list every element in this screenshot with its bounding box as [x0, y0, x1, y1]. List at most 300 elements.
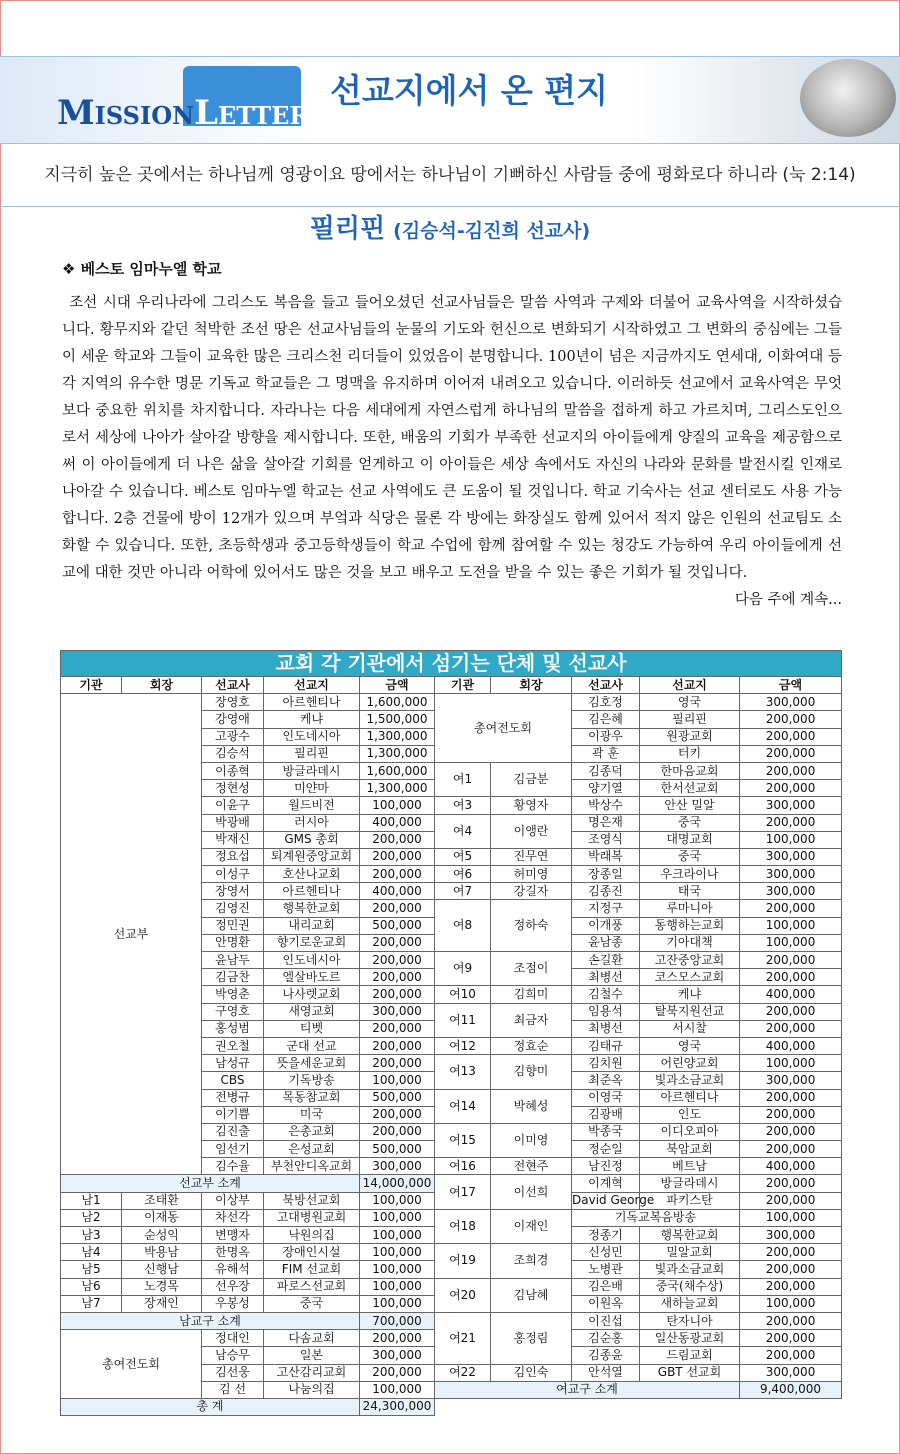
table-cell: 밀알교회: [640, 1244, 740, 1261]
table-cell: 200,000: [360, 986, 435, 1003]
table-cell: 300,000: [740, 866, 842, 883]
table-cell: 이재인: [491, 1209, 572, 1243]
table-cell: 파로스선교회: [264, 1278, 360, 1295]
table-cell: 김종덕: [572, 762, 640, 779]
table-cell: 200,000: [740, 762, 842, 779]
table-cell: 장영서: [202, 883, 264, 900]
table-cell: 나눔의집: [264, 1381, 360, 1398]
table-cell: 서시찰: [640, 1020, 740, 1037]
table-cell: 200,000: [360, 934, 435, 951]
table-cell: 월드비전: [264, 797, 360, 814]
table-cell: FIM 선교회: [264, 1261, 360, 1278]
table-cell: 홍성범: [202, 1020, 264, 1037]
table-cell: 남7: [61, 1295, 122, 1312]
table-cell: 여8: [435, 900, 491, 952]
table-cell: 빛과소금교회: [640, 1261, 740, 1278]
table-cell: 김철수: [572, 986, 640, 1003]
table-cell: 200,000: [740, 1278, 842, 1295]
table-cell: 9,400,000: [740, 1381, 842, 1398]
table-cell: 1,600,000: [360, 762, 435, 779]
table-cell: 영국: [640, 694, 740, 711]
table-cell: 순성익: [122, 1227, 202, 1244]
table-cell: 신성민: [572, 1244, 640, 1261]
table-cell: 일본: [264, 1347, 360, 1364]
table-cell: 이디오피아: [640, 1123, 740, 1140]
table-cell: 700,000: [360, 1312, 435, 1329]
table-cell: 아르헨티나: [264, 883, 360, 900]
table-cell: 엘살바도르: [264, 969, 360, 986]
table-cell: 이종혁: [202, 762, 264, 779]
school-title: ❖ 베스토 임마누엘 학교: [62, 260, 222, 278]
table-cell: 이앵란: [491, 814, 572, 848]
table-row: [61, 1175, 842, 1192]
table-cell: 100,000: [360, 1192, 435, 1209]
table-cell: 100,000: [360, 1209, 435, 1226]
table-cell: 중국: [640, 814, 740, 831]
table-cell: 뜻을세운교회: [264, 1055, 360, 1072]
table-cell: 강영애: [202, 711, 264, 728]
table-cell: 이상부: [202, 1192, 264, 1209]
table-cell: CBS: [202, 1072, 264, 1089]
table-cell: 200,000: [360, 1364, 435, 1381]
table-cell: 조희경: [491, 1244, 572, 1278]
table-cell: 남승무: [202, 1347, 264, 1364]
table-cell: 정효순: [491, 1037, 572, 1054]
table-cell: 200,000: [740, 780, 842, 797]
continued-note: 다음 주에 계속...: [734, 592, 842, 608]
table-cell: 탄자니아: [640, 1312, 740, 1329]
table-cell: 300,000: [740, 1072, 842, 1089]
column-header: 선교지: [640, 677, 740, 694]
table-cell: 필리핀: [640, 711, 740, 728]
table-cell: 호산나교회: [264, 866, 360, 883]
table-cell: 박재신: [202, 831, 264, 848]
table-cell: 100,000: [740, 1055, 842, 1072]
table-cell: 윤남종: [572, 934, 640, 951]
table-cell: 김선웅: [202, 1364, 264, 1381]
table-cell: 지정구: [572, 900, 640, 917]
table-cell: 윤남두: [202, 952, 264, 969]
table-cell: 목동참교회: [264, 1089, 360, 1106]
country-heading: [0, 208, 900, 245]
table-cell: 100,000: [360, 1295, 435, 1312]
table-cell: 중국: [640, 848, 740, 865]
table-cell: 남3: [61, 1227, 122, 1244]
table-row: [61, 1278, 842, 1295]
table-cell: 200,000: [360, 831, 435, 848]
table-cell: 진무연: [491, 848, 572, 865]
table-row: [61, 694, 842, 711]
table-cell: 최병선: [572, 1020, 640, 1037]
globe-image: [800, 59, 896, 137]
table-cell: 노경목: [122, 1278, 202, 1295]
table-cell: 김승석: [202, 745, 264, 762]
table-cell: 김태규: [572, 1037, 640, 1054]
table-cell: 변맹자: [202, 1227, 264, 1244]
bible-verse: 지극히 높은 곳에서는 하나님께 영광이요 땅에서는 하나님이 기뻐하신 사람들 중에 평화로다 하니라 (눅 2:14): [44, 165, 856, 185]
table-cell: 행복한교회: [264, 900, 360, 917]
table-cell: 나사렛교회: [264, 986, 360, 1003]
table-cell: 300,000: [740, 797, 842, 814]
table-cell: 아르헨티나: [264, 694, 360, 711]
table-cell: 일산동광교회: [640, 1330, 740, 1347]
verse-divider: [0, 206, 900, 207]
table-cell: 권오철: [202, 1037, 264, 1054]
table-cell: 이영국: [572, 1089, 640, 1106]
table-cell: David George: [572, 1192, 640, 1209]
table-cell: 기독교복음방송: [572, 1209, 740, 1226]
table-cell: 200,000: [360, 1020, 435, 1037]
table-cell: 김영진: [202, 900, 264, 917]
table-cell: 300,000: [740, 694, 842, 711]
table-cell: 300,000: [740, 1227, 842, 1244]
table-cell: 김치원: [572, 1055, 640, 1072]
table-cell: 총 계: [61, 1398, 360, 1415]
table-cell: 곽 훈: [572, 745, 640, 762]
table-cell: 400,000: [360, 814, 435, 831]
table-cell: 1,300,000: [360, 728, 435, 745]
table-cell: 이계혁: [572, 1175, 640, 1192]
table-cell: GMS 총회: [264, 831, 360, 848]
table-cell: 양기열: [572, 780, 640, 797]
table-cell: 200,000: [740, 952, 842, 969]
table-cell: 200,000: [360, 866, 435, 883]
table-cell: 이윤구: [202, 797, 264, 814]
table-cell: 우봉성: [202, 1295, 264, 1312]
table-cell: 터키: [640, 745, 740, 762]
column-header: 선교지: [264, 677, 360, 694]
table-cell: 정요섭: [202, 848, 264, 865]
table-cell: 100,000: [740, 934, 842, 951]
table-cell: 은총교회: [264, 1123, 360, 1140]
table-cell: 200,000: [740, 728, 842, 745]
table-cell: 조태환: [122, 1192, 202, 1209]
table-cell: 박종국: [572, 1123, 640, 1140]
table-cell: 장애인시설: [264, 1244, 360, 1261]
table-cell: 박혜성: [491, 1089, 572, 1123]
table-cell: 이미영: [491, 1123, 572, 1157]
table-cell: 대명교회: [640, 831, 740, 848]
table-cell: 정순일: [572, 1141, 640, 1158]
table-row: [61, 1244, 842, 1261]
table-cell: 500,000: [360, 1141, 435, 1158]
table-cell: 김인숙: [491, 1364, 572, 1381]
table-cell: 1,300,000: [360, 780, 435, 797]
table-cell: 여19: [435, 1244, 491, 1278]
column-header: 기관: [435, 677, 491, 694]
table-cell: 여4: [435, 814, 491, 848]
table-cell: 이개풍: [572, 917, 640, 934]
table-cell: 김수율: [202, 1158, 264, 1175]
table-cell: 최병선: [572, 969, 640, 986]
table-cell: 14,000,000: [360, 1175, 435, 1192]
table-cell: 500,000: [360, 917, 435, 934]
table-cell: 300,000: [740, 848, 842, 865]
table-cell: 고광수: [202, 728, 264, 745]
table-cell: 파키스탄: [640, 1192, 740, 1209]
table-cell: 향기로운교회: [264, 934, 360, 951]
table-cell: 한서선교회: [640, 780, 740, 797]
table-cell: 여6: [435, 866, 491, 883]
table-cell: 새영교회: [264, 1003, 360, 1020]
table-cell: 여3: [435, 797, 491, 814]
table-cell: 300,000: [360, 1158, 435, 1175]
table-cell: 남교구 소계: [61, 1312, 360, 1329]
table-cell: 200,000: [360, 1037, 435, 1054]
table-cell: 200,000: [740, 711, 842, 728]
table-cell: 100,000: [360, 1227, 435, 1244]
table-cell: 500,000: [360, 1089, 435, 1106]
table-cell: 김은배: [572, 1278, 640, 1295]
table-cell: 안명환: [202, 934, 264, 951]
header-divider: [0, 143, 900, 144]
table-cell: 1,600,000: [360, 694, 435, 711]
table-cell: 군대 선교: [264, 1037, 360, 1054]
table-cell: 신행남: [122, 1261, 202, 1278]
letter-text: 조선 시대 우리나라에 그리스도 복음을 들고 들어오셨던 선교사님들은 말씀 사역과 구제와 더불어 교육사역을 시작하셨습니다. 황무지와 같던 척박한 조선 땅은 선교사님들의 눈물의 기도와 헌신으로 변화되기 시작하였고 그 변화의 중심에는 그들이 세운 학교와 그들이 교육한 많은 크리스천 리더들이 있었음이 분명합니다. 100년이 넘은 지금까지도 연세대, 이화여대 등 각 지역의 유수한 명문 기독교 학교들은 그 명맥을 유지하며 이어져 내려오고 있습니다. 이러하듯 선교에서 교육사역은 무엇보다 중요한 위치를 차지합니다. 자라나는 다음 세대에게 자연스럽게 하나님의 말씀을 접하게 하고 가르치며, 그리스도인으로서 세상에 나아가 살아갈 방향을 제시합니다. 또한, 배움의 기회가 부족한 선교지의 아이들에게 양질의 교육을 제공함으로써 이 아이들에게 더 나은 삶을 살아갈 기회를 얻게하고 이 아이들은 세상 속에서도 자신의 나라와 문화를 발전시킬 인재로 나아갈 수 있습니다. 베스토 임마누엘 학교는 선교 사역에도 큰 도움이 될 것입니다. 학교 기숙사는 선교 센터로도 사용 가능합니다. 2층 건물에 방이 12개가 있으며 부엌과 식당은 물론 각 방에는 화장실도 함께 있어서 적지 않은 인원의 선교팀도 소화할 수 있습니다. 또한, 초등학생과 중고등학생들이 학교 수업에 함께 참여할 수 있는 청강도 가능하여 우리 아이들에게 선교에 대한 것만 아니라 어학에 있어서도 많은 것을 보고 배우고 도전을 받을 수 있는 좋은 기회가 될 것입니다.: [62, 295, 842, 581]
table-cell: 김희미: [491, 986, 572, 1003]
table-cell: 200,000: [740, 900, 842, 917]
column-header: 기관: [61, 677, 122, 694]
table-cell: 여22: [435, 1364, 491, 1381]
table-cell: 손길환: [572, 952, 640, 969]
table-row: [61, 1209, 842, 1226]
table-cell: 100,000: [740, 917, 842, 934]
table-cell: 200,000: [740, 1261, 842, 1278]
table-cell: 티벳: [264, 1020, 360, 1037]
table-cell: 총여전도회: [435, 694, 572, 763]
table-cell: 루마니아: [640, 900, 740, 917]
table-cell: 선교부: [61, 694, 202, 1175]
table-cell: 200,000: [740, 814, 842, 831]
table-cell: 남2: [61, 1209, 122, 1226]
table-cell: 이진섭: [572, 1312, 640, 1329]
table-cell: 고산감리교회: [264, 1364, 360, 1381]
table-cell: 동행하는교회: [640, 917, 740, 934]
table-cell: 200,000: [360, 1330, 435, 1347]
table-header-row: [61, 677, 842, 694]
table-cell: 황영자: [491, 797, 572, 814]
mission-letter-logo: MISSIONLETTER: [57, 93, 310, 133]
table-cell: 미국: [264, 1106, 360, 1123]
table-cell: 200,000: [360, 1106, 435, 1123]
table-cell: 300,000: [360, 1003, 435, 1020]
table-cell: 여17: [435, 1175, 491, 1209]
table-cell: 200,000: [360, 952, 435, 969]
column-header: 금액: [360, 677, 435, 694]
table-cell: 400,000: [740, 1037, 842, 1054]
table-cell: 200,000: [740, 1192, 842, 1209]
table-cell: 드림교회: [640, 1347, 740, 1364]
table-caption: 교회 각 기관에서 섬기는 단체 및 선교사: [61, 651, 842, 677]
table-cell: 이원옥: [572, 1295, 640, 1312]
table-cell: 100,000: [360, 1278, 435, 1295]
table-cell: 100,000: [740, 1209, 842, 1226]
table-cell: 북암교회: [640, 1141, 740, 1158]
table-cell: 차선각: [202, 1209, 264, 1226]
table-cell: 중국: [264, 1295, 360, 1312]
table-cell: 김금분: [491, 762, 572, 796]
table-cell: 200,000: [740, 1347, 842, 1364]
donation-table: [60, 650, 842, 1416]
table-cell: 고대병원교회: [264, 1209, 360, 1226]
table-cell: 장종일: [572, 866, 640, 883]
column-header: 금액: [740, 677, 842, 694]
page-title: 선교지에서 온 편지: [330, 71, 609, 110]
table-cell: 다솜교회: [264, 1330, 360, 1347]
table-cell: 200,000: [740, 1106, 842, 1123]
table-cell: 200,000: [740, 1123, 842, 1140]
table-cell: 200,000: [740, 1003, 842, 1020]
table-cell: 북방선교회: [264, 1192, 360, 1209]
table-cell: 200,000: [360, 1055, 435, 1072]
table-cell: 이선희: [491, 1175, 572, 1209]
table-cell: 여20: [435, 1278, 491, 1312]
table-cell: 기독방송: [264, 1072, 360, 1089]
table-cell: 강길자: [491, 883, 572, 900]
table-cell: 필리핀: [264, 745, 360, 762]
table-cell: 김은혜: [572, 711, 640, 728]
table-cell: 여16: [435, 1158, 491, 1175]
table-cell: 행복한교회: [640, 1227, 740, 1244]
table-cell: GBT 선교회: [640, 1364, 740, 1381]
table-cell: 인도네시아: [264, 728, 360, 745]
column-header: 회장: [122, 677, 202, 694]
table-cell: 김진출: [202, 1123, 264, 1140]
table-cell: 전현주: [491, 1158, 572, 1175]
table-cell: 200,000: [740, 969, 842, 986]
table-cell: 300,000: [740, 1364, 842, 1381]
table-cell: 200,000: [740, 1020, 842, 1037]
table-cell: 케냐: [264, 711, 360, 728]
country-name: 필리핀: [309, 214, 386, 244]
table-cell: 퇴계원중앙교회: [264, 848, 360, 865]
table-cell: 코스모스교회: [640, 969, 740, 986]
table-cell: 김향미: [491, 1055, 572, 1089]
table-row: [61, 1312, 842, 1329]
table-cell: 명은재: [572, 814, 640, 831]
table-cell: 여13: [435, 1055, 491, 1089]
table-cell: 200,000: [360, 969, 435, 986]
table-cell: 400,000: [360, 883, 435, 900]
table-cell: 여9: [435, 952, 491, 986]
table-cell: 안석열: [572, 1364, 640, 1381]
table-cell: 영국: [640, 1037, 740, 1054]
table-cell: 장재인: [122, 1295, 202, 1312]
table-caption-row: [61, 651, 842, 677]
missionary-names: (김승석-김진희 선교사): [393, 220, 591, 242]
table-cell: 100,000: [360, 1244, 435, 1261]
table-cell: 여18: [435, 1209, 491, 1243]
table-cell: 김남혜: [491, 1278, 572, 1312]
table-cell: 200,000: [740, 1141, 842, 1158]
column-header: 선교사: [202, 677, 264, 694]
table-cell: 노병관: [572, 1261, 640, 1278]
table-cell: 원광교회: [640, 728, 740, 745]
table-cell: 이광우: [572, 728, 640, 745]
table-cell: 여5: [435, 848, 491, 865]
table-cell: 200,000: [740, 745, 842, 762]
table-cell: 100,000: [360, 1261, 435, 1278]
table-cell: 200,000: [360, 900, 435, 917]
table-cell: 김종윤: [572, 1347, 640, 1364]
table-cell: 어린양교회: [640, 1055, 740, 1072]
table-cell: 남1: [61, 1192, 122, 1209]
table-cell: 전병규: [202, 1089, 264, 1106]
table-cell: 200,000: [360, 848, 435, 865]
table-cell: 조영식: [572, 831, 640, 848]
table-cell: 아르헨티나: [640, 1089, 740, 1106]
table-cell: 정민권: [202, 917, 264, 934]
table-cell: 400,000: [740, 1158, 842, 1175]
table-cell: 조점이: [491, 952, 572, 986]
table-cell: 박래복: [572, 848, 640, 865]
column-header: 선교사: [572, 677, 640, 694]
table-cell: 200,000: [360, 1123, 435, 1140]
table-cell: 박상수: [572, 797, 640, 814]
header-banner: [0, 57, 900, 143]
table-cell: 남성규: [202, 1055, 264, 1072]
table-cell: 구영호: [202, 1003, 264, 1020]
table-cell: 최금자: [491, 1003, 572, 1037]
table-cell: 임용석: [572, 1003, 640, 1020]
table-cell: 김종진: [572, 883, 640, 900]
table-cell: 여1: [435, 762, 491, 796]
table-cell: 여교구 소계: [435, 1381, 740, 1398]
table-cell: 정대인: [202, 1330, 264, 1347]
table-row: [61, 1398, 842, 1415]
table-cell: 김순홍: [572, 1330, 640, 1347]
table-cell: 이성구: [202, 866, 264, 883]
table-cell: 김 선: [202, 1381, 264, 1398]
table-cell: 여11: [435, 1003, 491, 1037]
table-cell: 이재동: [122, 1209, 202, 1226]
table-cell: 빛과소금교회: [640, 1072, 740, 1089]
table-cell: 은성교회: [264, 1141, 360, 1158]
table-cell: 박용남: [122, 1244, 202, 1261]
table-cell: 정하숙: [491, 900, 572, 952]
table-cell: 중국(채수상): [640, 1278, 740, 1295]
table-cell: 유해석: [202, 1261, 264, 1278]
table-cell: 1,500,000: [360, 711, 435, 728]
table-cell: 김호정: [572, 694, 640, 711]
table-cell: 베트남: [640, 1158, 740, 1175]
table-cell: 100,000: [740, 831, 842, 848]
table-cell: 여10: [435, 986, 491, 1003]
table-cell: 남5: [61, 1261, 122, 1278]
table-cell: 24,300,000: [360, 1398, 435, 1415]
table-cell: 러시아: [264, 814, 360, 831]
table-cell: 박영춘: [202, 986, 264, 1003]
table-cell: 인도네시아: [264, 952, 360, 969]
table-cell: 이기쁨: [202, 1106, 264, 1123]
table-cell: 남4: [61, 1244, 122, 1261]
table-cell: 장영호: [202, 694, 264, 711]
table-cell: 우크라이나: [640, 866, 740, 883]
column-header: 회장: [491, 677, 572, 694]
table-cell: 정현성: [202, 780, 264, 797]
table-cell: 100,000: [360, 1072, 435, 1089]
table-cell: 케냐: [640, 986, 740, 1003]
table-cell: 300,000: [360, 1347, 435, 1364]
table-cell: 정종기: [572, 1227, 640, 1244]
table-cell: 최준옥: [572, 1072, 640, 1089]
table-cell: 내리교회: [264, 917, 360, 934]
table-cell: 200,000: [740, 1244, 842, 1261]
table-cell: 방글라데시: [640, 1175, 740, 1192]
table-cell: 미얀마: [264, 780, 360, 797]
table-cell: 200,000: [740, 1089, 842, 1106]
